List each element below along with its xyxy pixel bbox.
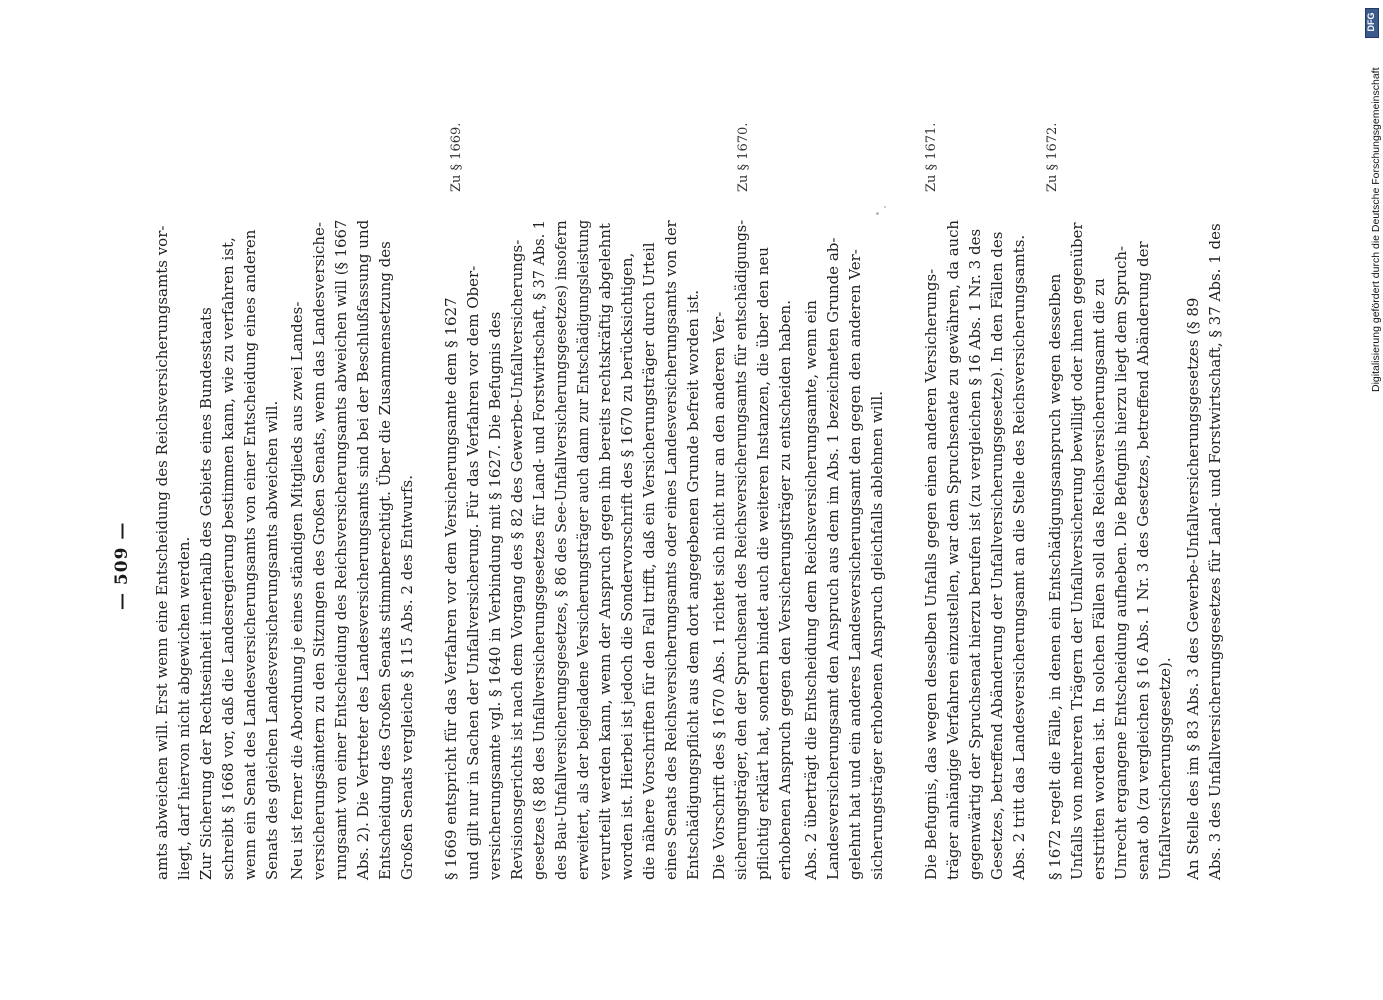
- digitization-credit: Digitalisierung gefördert durch die Deutsche Forschungsgemeinschaft: [1370, 67, 1382, 392]
- margin-note-1672: Zu § 1672.: [1045, 122, 1060, 192]
- text-line: gelehnt hat und ein anderes Landesversicherungsamt den gegen den anderen Ver-: [846, 249, 864, 880]
- text-line: Unfallversicherungsgesetze).: [1156, 657, 1174, 880]
- text-line: Unrecht ergangene Entscheidung aufheben. Die Befugnis hierzu liegt dem Spruch-: [1112, 245, 1130, 880]
- dfg-logo: [1365, 8, 1379, 38]
- text-line: An Stelle des im § 83 Abs. 3 des Gewerbe-Unfallversicherungsgesetzes (§ 89: [1184, 297, 1202, 880]
- text-line: Landesversicherungsamt den Anspruch aus dem im Abs. 1 bezeichneten Grunde ab-: [824, 237, 842, 880]
- text-line: Abs. 2 überträgt die Entscheidung dem Reichsversicherungsamte, wenn ein: [802, 300, 820, 880]
- dfg-logo-text: DFG: [1366, 12, 1376, 32]
- margin-note-1670: Zu § 1670.: [736, 122, 751, 192]
- text-line: Abs. 2 tritt das Landesversicherungsamt an die Stelle des Reichsversicherungsamts.: [1010, 234, 1028, 880]
- text-line: verurteilt werden kann, wenn der Anspruch gegen ihn bereits rechtskräftig abgelehnt: [596, 223, 614, 880]
- text-line: Abs. 2). Die Vertreter des Landesversicherungsamts sind bei der Beschlußfassung und: [354, 219, 372, 880]
- page-number: — 509 —: [112, 521, 132, 610]
- margin-note-1671: Zu § 1671.: [924, 122, 939, 192]
- text-line: eines Senats des Reichsversicherungsamts oder eines Landesversicherungsamts von der: [662, 220, 680, 881]
- text-line: pflichtig erklärt hat, sondern bindet auch die weiteren Instanzen, die über den neu: [754, 247, 772, 880]
- text-line: sicherungsträger erhobenen Anspruch gleichfalls ablehnen will.: [868, 391, 886, 880]
- text-line: § 1672 regelt die Fälle, in denen ein Entschädigungsanspruch wegen desselben: [1046, 273, 1064, 880]
- scan-speck: [876, 212, 879, 215]
- text-line: erstritten worden ist. In solchen Fällen soll das Reichsversicherungsamt die zu: [1090, 278, 1108, 880]
- text-line: und gilt nur in Sachen der Unfallversicherung. Für das Verfahren vor dem Ober-: [464, 265, 482, 880]
- text-line: Zur Sicherung der Rechtseinheit innerhalb des Gebiets eines Bundesstaats: [197, 307, 215, 880]
- text-line: versicherungsämtern zu den Sitzungen des Großen Senats, wenn das Landesversiche-: [310, 222, 328, 880]
- text-line: Entscheidung des Großen Senats stimmberechtigt. Über die Zusammensetzung des: [376, 241, 394, 880]
- text-line: § 1669 entspricht für das Verfahren vor dem Versicherungsamte dem § 1627: [442, 297, 460, 880]
- text-line: Gesetzes, betreffend Abänderung der Unfallversicherungsgesetze). In den Fällen des: [988, 231, 1006, 880]
- text-line: träger anhängige Verfahren einzustellen, war dem Spruchsenate zu gewähren, da auch: [944, 219, 962, 880]
- scan-speck: [884, 206, 886, 208]
- text-line: des Bau-Unfallversicherungsgesetzes, § 86 des See-Unfallversicherungsgesetzes) insofern: [552, 220, 570, 880]
- margin-note-1669: Zu § 1669.: [449, 122, 464, 192]
- text-line: Großen Senats vergleiche § 115 Abs. 2 des Entwurfs.: [398, 475, 416, 880]
- text-line: versicherungsamte vgl. § 1640 in Verbindung mit § 1627. Die Befugnis des: [486, 311, 504, 880]
- text-line: Senats des gleichen Landesversicherungsamts abweichen will.: [263, 400, 281, 880]
- text-line: Die Befugnis, das wegen desselben Unfalls gegen einen anderen Versicherungs-: [922, 268, 940, 880]
- text-line: senat ob (zu vergleichen § 16 Abs. 1 Nr. 3 des Gesetzes, betreffend Abänderung der: [1134, 241, 1152, 880]
- text-line: liegt, darf hiervon nicht abgewichen werden.: [175, 536, 193, 880]
- text-line: erweitert, als der beigeladene Versicherungsträger auch dann zur Entschädigungsleistung: [574, 219, 592, 880]
- text-line: amts abweichen will. Erst wenn eine Entscheidung des Reichsversicherungsamts vor-: [153, 225, 171, 880]
- text-line: wenn ein Senat des Landesversicherungsamts von einer Entscheidung eines anderen: [241, 229, 259, 880]
- text-line: Neu ist ferner die Abordnung je eines ständigen Mitglieds aus zwei Landes-: [288, 301, 306, 880]
- text-line: gegenwärtig der Spruchsenat hierzu berufen ist (zu vergleichen § 16 Abs. 1 Nr. 3 des: [966, 228, 984, 880]
- text-line: gesetzes (§ 88 des Unfallversicherungsgesetzes für Land- und Forstwirtschaft, § 37 Abs. 1: [530, 220, 548, 880]
- text-line: worden ist. Hierbei ist jedoch die Sondervorschrift des § 1670 zu berücksichtigen,: [618, 252, 636, 880]
- text-line: Unfalls von mehreren Trägern der Unfallversicherung bewilligt oder ihnen gegenüber: [1068, 222, 1086, 880]
- text-line: erhobenen Anspruch gegen den Versicherungsträger zu entscheiden haben.: [776, 300, 794, 880]
- text-line: Entschädigungspflicht aus dem dort angegebenen Grunde befreit worden ist.: [684, 289, 702, 880]
- text-line: sicherungsträger, den der Spruchsenat des Reichsversicherungsamts für entschädigungs-: [732, 219, 750, 880]
- text-line: Revisionsgerichts ist nach dem Vorgang des § 82 des Gewerbe-Unfallversicherungs-: [508, 239, 526, 880]
- text-line: die nähere Vorschriften für den Fall trifft, daß ein Versicherungsträger durch Urteil: [640, 242, 658, 880]
- text-line: rungsamt von einer Entscheidung des Reichsversicherungsamts abweichen will (§ 1667: [332, 219, 350, 880]
- text-line: schreibt § 1668 vor, daß die Landesregierung bestimmen kann, wie zu verfahren ist,: [219, 237, 237, 880]
- text-line: Die Vorschrift des § 1670 Abs. 1 richtet sich nicht nur an den anderen Ver-: [710, 311, 728, 880]
- text-line: Abs. 3 des Unfallversicherungsgesetzes für Land- und Forstwirtschaft, § 37 Abs. 1 des: [1206, 223, 1224, 880]
